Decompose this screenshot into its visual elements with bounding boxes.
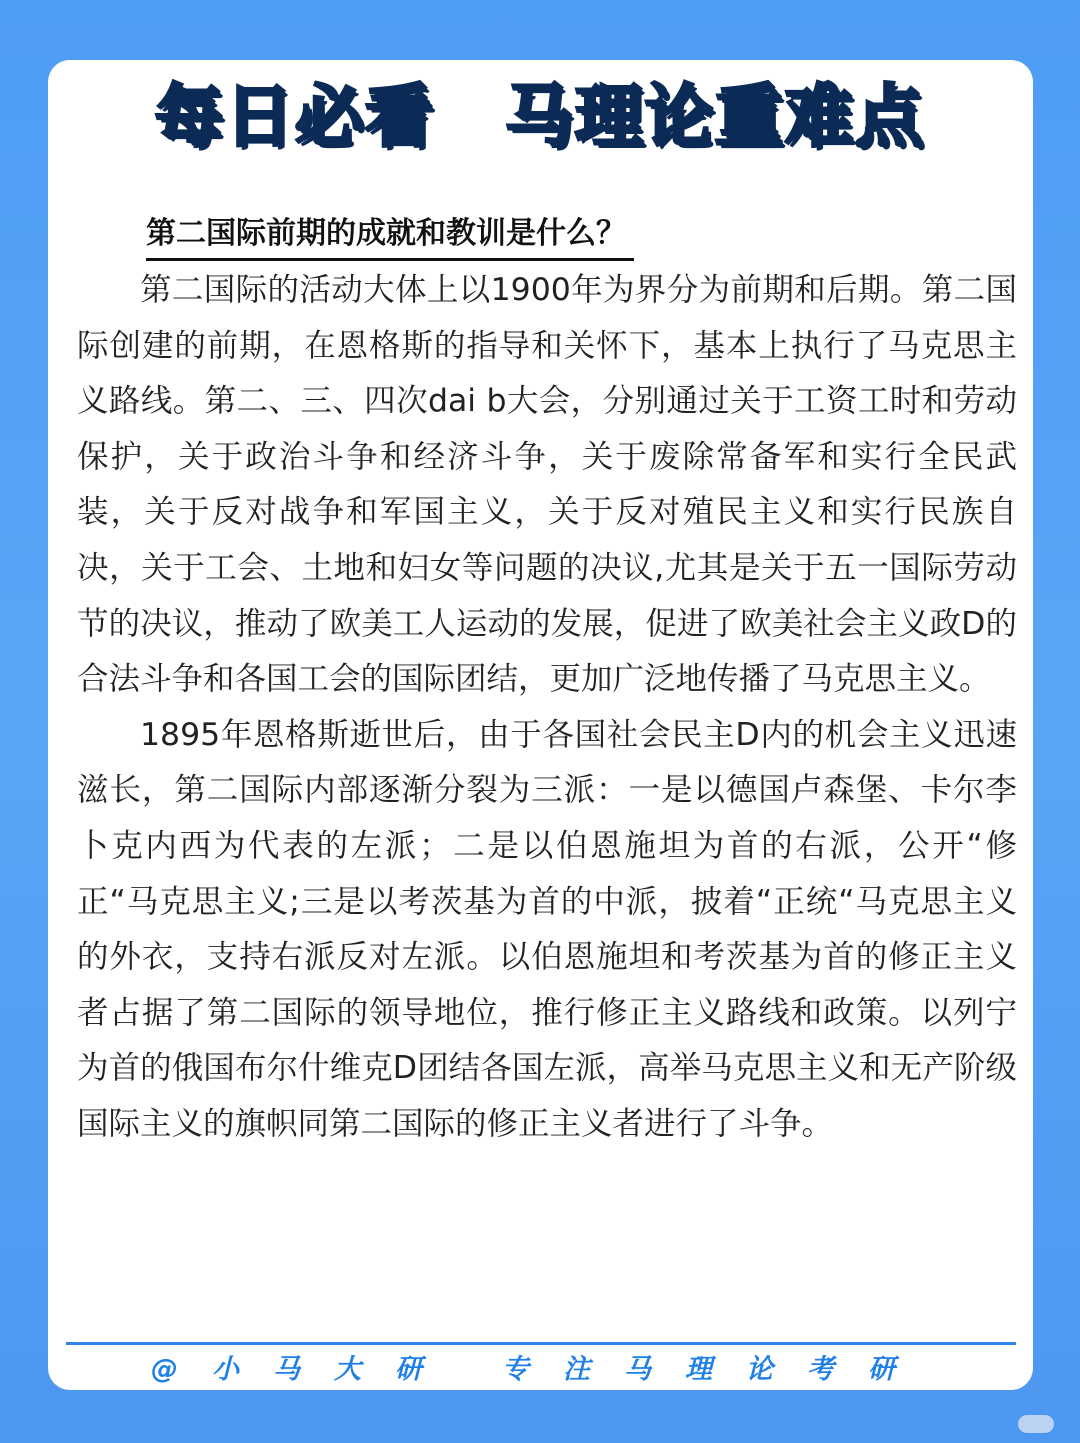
answer-body — [77, 263, 1017, 1153]
banner-left-text: 每日必看 — [154, 78, 435, 157]
banner-title — [0, 78, 1080, 158]
footer-account: @小马大研 — [151, 1354, 456, 1385]
question-heading: 第二国际前期的成就和教训是什么？ — [146, 210, 634, 261]
paragraph-2: 1895年恩格斯逝世后，由于各国社会民主D内的机会主义迅速滋长，第二国际内部逐渐分裂为三派：一是以德国卢森堡、卡尔李卜克内西为代表的左派；二是以伯恩施坦为首的右派，公开“修正“马克思主义;三是以考茨基为首的中派，披着“正统“马克思主义的外衣，支持右派反对左派。以伯恩施坦和考茨基为首的修正主义者占据了第二国际的领导地位，推行修正主义路线和政策。以列宁为首的俄国布尔什维克D团结各国左派，高举马克思主义和无产阶级国际主义的旗帜同第二国际的修正主义者进行了斗争。 — [77, 716, 1017, 1142]
footer — [0, 1350, 1080, 1390]
footer-slogan: 专注马理论考研 — [502, 1354, 929, 1385]
watermark-badge — [1018, 1415, 1054, 1433]
banner-right-text: 马理论重难点 — [505, 78, 926, 157]
paragraph-1: 第二国际的活动大体上以1900年为界分为前期和后期。第二国际创建的前期，在恩格斯的指导和关怀下，基本上执行了马克思主义路线。第二、三、四次dai b大会，分别通过关于工资工时和劳动保护，关于政治斗争和经济斗争，关于废除常备军和实行全民武装，关于反对战争和军国主义，关于反对殖民主义和实行民族自决，关于工会、土地和妇女等问题的决议,尤其是关于五一国际劳动节的决议，推动了欧美工人运动的发展，促进了欧美社会主义政D的合法斗争和各国工会的国际团结，更加广泛地传播了马克思主义。 — [77, 272, 1017, 698]
footer-divider — [66, 1342, 1016, 1345]
